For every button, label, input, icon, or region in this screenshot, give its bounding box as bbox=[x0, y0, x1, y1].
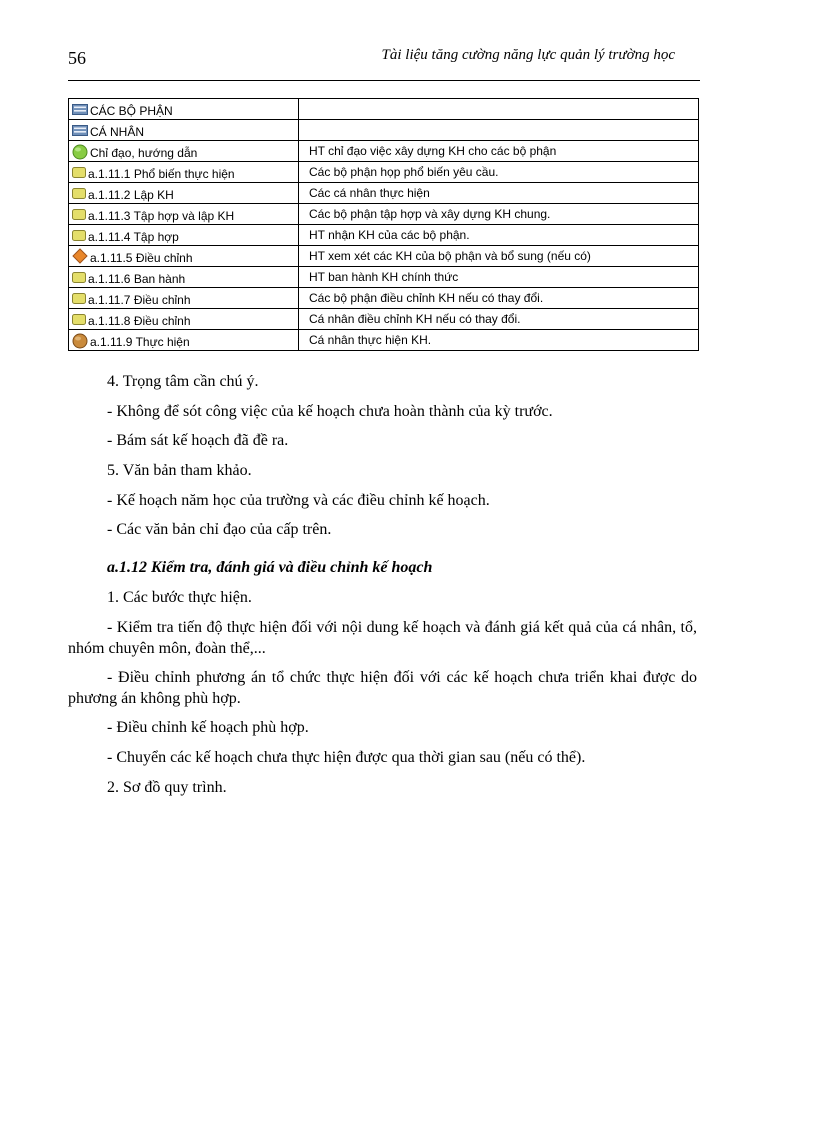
legend-label-cell bbox=[69, 225, 299, 246]
task-box-icon bbox=[72, 272, 86, 286]
legend-description-cell bbox=[299, 309, 699, 330]
legend-description-cell bbox=[299, 120, 699, 141]
step-item-1: - Kiểm tra tiến độ thực hiện đối với nội dung kế hoạch và đánh giá kết quả của cá nhân, tổ, nhóm chuyên môn, đoàn thể,... bbox=[68, 619, 697, 657]
legend-label-cell bbox=[69, 120, 299, 141]
legend-description-cell bbox=[299, 162, 699, 183]
task-box-icon bbox=[72, 209, 86, 223]
legend-label: a.1.11.8 Điều chỉnh bbox=[88, 314, 191, 328]
task-box-icon bbox=[72, 167, 86, 181]
legend-label: a.1.11.3 Tập hợp và lập KH bbox=[88, 209, 235, 223]
legend-label: a.1.11.4 Tập hợp bbox=[88, 230, 179, 244]
step-item-2: - Điều chỉnh phương án tổ chức thực hiện đối với các kế hoạch chưa triển khai được do phương án không phù hợp. bbox=[68, 669, 697, 707]
legend-label-cell bbox=[69, 162, 299, 183]
section-heading: a.1.12 Kiểm tra, đánh giá và điều chỉnh kế hoạch bbox=[107, 559, 433, 576]
task-box-icon bbox=[72, 188, 86, 202]
legend-label-cell bbox=[69, 309, 299, 330]
legend-row bbox=[69, 120, 699, 141]
legend-label: CÁ NHÂN bbox=[90, 125, 145, 139]
legend-description: Các bộ phận họp phổ biến yêu cầu. bbox=[309, 165, 499, 179]
list-icon bbox=[72, 125, 88, 139]
legend-row bbox=[69, 288, 699, 309]
legend-description: HT ban hành KH chính thức bbox=[309, 270, 459, 284]
legend-table bbox=[68, 98, 699, 351]
list-icon bbox=[72, 104, 88, 118]
legend-row bbox=[69, 330, 699, 351]
task-box-icon bbox=[72, 314, 86, 328]
legend-description-cell bbox=[299, 204, 699, 225]
green-circle-icon bbox=[72, 144, 88, 160]
orange-diamond-icon bbox=[72, 248, 88, 265]
running-title: Tài liệu tăng cường năng lực quản lý trường học bbox=[381, 47, 675, 63]
legend-label: CÁC BỘ PHẬN bbox=[90, 104, 173, 118]
legend-description-cell bbox=[299, 183, 699, 204]
legend-row bbox=[69, 99, 699, 120]
focus-item-1: - Không để sót công việc của kế hoạch chưa hoàn thành của kỳ trước. bbox=[107, 403, 553, 420]
legend-row bbox=[69, 162, 699, 183]
legend-label-cell bbox=[69, 183, 299, 204]
legend-label-cell bbox=[69, 99, 299, 120]
legend-label: a.1.11.5 Điều chỉnh bbox=[90, 251, 193, 265]
legend-label: a.1.11.6 Ban hành bbox=[88, 272, 186, 286]
task-box-icon bbox=[72, 230, 86, 244]
legend-label: a.1.11.1 Phổ biến thực hiện bbox=[88, 167, 235, 181]
legend-label-cell bbox=[69, 246, 299, 267]
legend-row bbox=[69, 225, 699, 246]
legend-description: Các bộ phận tập hợp và xây dựng KH chung. bbox=[309, 207, 551, 221]
legend-description: Các bộ phận điều chỉnh KH nếu có thay đổi. bbox=[309, 291, 544, 305]
legend-description-cell bbox=[299, 99, 699, 120]
legend-description: HT xem xét các KH của bộ phận và bổ sung (nếu có) bbox=[309, 249, 591, 263]
legend-description: HT nhận KH của các bộ phận. bbox=[309, 228, 470, 242]
legend-label: a.1.11.2 Lập KH bbox=[88, 188, 174, 202]
legend-label: Chỉ đạo, hướng dẫn bbox=[90, 146, 198, 160]
legend-description-cell bbox=[299, 225, 699, 246]
brown-circle-icon bbox=[72, 333, 88, 349]
legend-label-cell bbox=[69, 330, 299, 351]
legend-description: Cá nhân điều chỉnh KH nếu có thay đổi. bbox=[309, 312, 521, 326]
legend-description-cell bbox=[299, 288, 699, 309]
legend-description-cell bbox=[299, 141, 699, 162]
reference-item-2: - Các văn bản chỉ đạo của cấp trên. bbox=[107, 521, 332, 538]
step-item-3: - Điều chỉnh kế hoạch phù hợp. bbox=[107, 719, 309, 736]
legend-label-cell bbox=[69, 204, 299, 225]
legend-row bbox=[69, 246, 699, 267]
legend-label: a.1.11.7 Điều chỉnh bbox=[88, 293, 191, 307]
step-item-4: - Chuyển các kế hoạch chưa thực hiện được qua thời gian sau (nếu có thể). bbox=[107, 749, 586, 766]
process-diagram-heading: 2. Sơ đồ quy trình. bbox=[107, 779, 227, 796]
legend-row bbox=[69, 204, 699, 225]
task-box-icon bbox=[72, 293, 86, 307]
legend-label: a.1.11.9 Thực hiện bbox=[90, 335, 190, 349]
focus-item-2: - Bám sát kế hoạch đã đề ra. bbox=[107, 432, 289, 449]
legend-description: Các cá nhân thực hiện bbox=[309, 186, 430, 200]
legend-description-cell bbox=[299, 246, 699, 267]
legend-row bbox=[69, 267, 699, 288]
header-rule bbox=[68, 80, 700, 81]
legend-description: Cá nhân thực hiện KH. bbox=[309, 333, 432, 347]
legend-description: HT chỉ đạo việc xây dựng KH cho các bộ phận bbox=[309, 144, 557, 158]
page-number: 56 bbox=[68, 48, 86, 68]
focus-heading: 4. Trọng tâm cần chú ý. bbox=[107, 373, 259, 390]
steps-heading: 1. Các bước thực hiện. bbox=[107, 589, 252, 606]
references-heading: 5. Văn bản tham khảo. bbox=[107, 462, 252, 479]
legend-row bbox=[69, 141, 699, 162]
legend-row bbox=[69, 309, 699, 330]
legend-label-cell bbox=[69, 141, 299, 162]
legend-row bbox=[69, 183, 699, 204]
reference-item-1: - Kế hoạch năm học của trường và các điều chỉnh kế hoạch. bbox=[107, 492, 490, 509]
legend-description-cell bbox=[299, 267, 699, 288]
legend-label-cell bbox=[69, 267, 299, 288]
legend-label-cell bbox=[69, 288, 299, 309]
legend-description-cell bbox=[299, 330, 699, 351]
